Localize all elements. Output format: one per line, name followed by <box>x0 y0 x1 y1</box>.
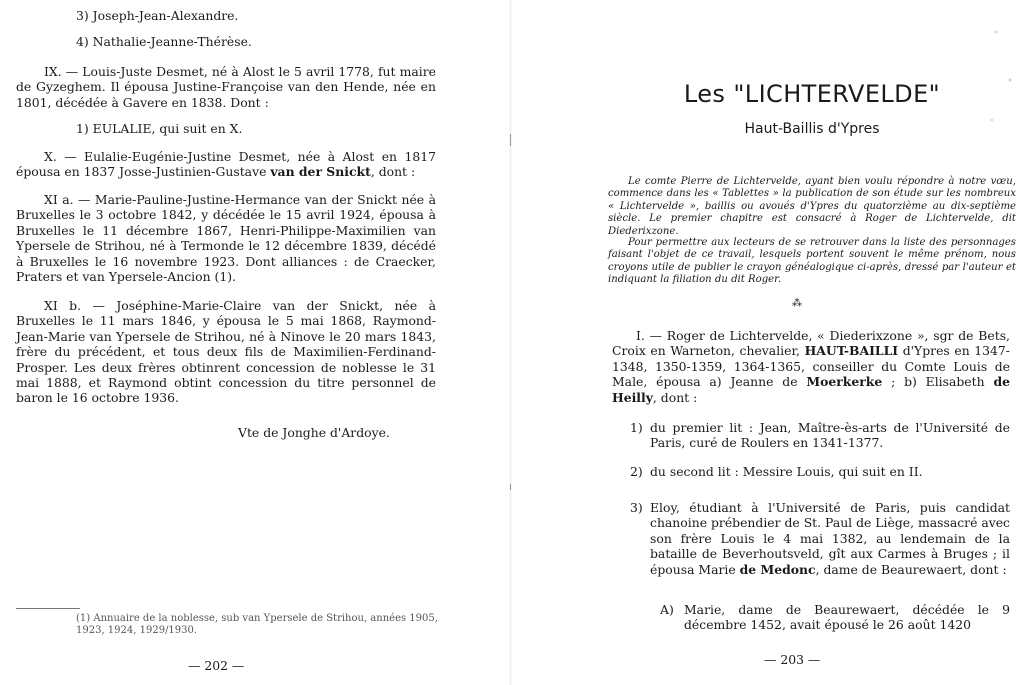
list-item <box>660 602 1010 633</box>
list-item: 3) Joseph-Jean-Alexandre. <box>76 8 239 23</box>
signature: Vte de Jonghe d'Ardoye. <box>238 425 390 440</box>
paragraph-i-text-2: d'Ypres en 1347-1348, 1350-1359, 1364-1365, conseiller du Comte Louis de Male, épousa a) Jeanne de <box>612 343 1010 390</box>
name-bold: de Medonc <box>739 561 816 577</box>
name-bold: Moerkerke <box>806 374 883 390</box>
paragraph-xib-text: XI b. — Joséphine-Marie-Claire van der Snickt, née à Bruxelles le 11 mars 1846, y épousa le 5 mai 1868, Raymond-Jean-Marie van Ypersele de Strihou, né à Ninove le 20 mars 1843, frère du précédent, et tous deux fils de Maximilien-Ferdinand-Prosper. Les deux frères obtinrent concession de noblesse le 31 mai 1888, et Raymond obtint concession du titre personnel de baron le 16 octobre 1936. <box>16 298 436 406</box>
right-page <box>512 0 1024 685</box>
list-number: A) <box>660 602 674 617</box>
left-page <box>0 0 510 685</box>
page-subtitle: Haut-Baillis d'Ypres <box>744 121 880 137</box>
footnote: (1) Annuaire de la noblesse, sub van Ypersele de Strihou, années 1905, 1923, 1924, 1929/1930. <box>76 613 438 636</box>
gutter-mark <box>510 134 511 146</box>
page-number-left: — 202 — <box>188 658 245 673</box>
gutter-mark <box>510 484 511 490</box>
page-title: Les "LICHTERVELDE" <box>683 80 941 108</box>
asterism-ornament: ⁂ <box>792 298 802 309</box>
paragraph-i-text-3: ; b) Elisabeth <box>882 374 994 390</box>
paragraph-ix-text: IX. — Louis-Juste Desmet, né à Alost le 5 avril 1778, fut maire de Gyzeghem. Il épousa Justine-Françoise van den Hende, née en 1801, décédée à Gavere en 1838. Dont : <box>16 64 436 110</box>
paragraph-xib <box>16 298 436 406</box>
intro-text-1: Le comte Pierre de Lichtervelde, ayant bien voulu répondre à notre vœu, commence dans les « Tablettes » la publication de son étude sur les nombreux « Lichtervelde », baillis ou avoués d'Ypres du quatorzième au dix-septième siècle. Le premier chapitre est consacré à Roger de Lichtervelde, dit Diederixzone. <box>608 176 1016 237</box>
list-item <box>630 420 1010 451</box>
paragraph-x-end: , dont : <box>370 164 416 180</box>
intro-paragraph-1 <box>608 176 1016 238</box>
paragraph-xia <box>16 192 436 284</box>
paragraph-xia-text: XI a. — Marie-Pauline-Justine-Hermance van der Snickt née à Bruxelles le 3 octobre 1842, y décédée le 15 avril 1924, épousa à Bruxelles le 11 décembre 1867, Henri-Philippe-Maximilien van Ypersele de Strihou, né à Termonde le 12 décembre 1839, décédé à Bruxelles le 16 novembre 1923. Dont alliances : de Craecker, Praters et van Ypersele-Ancion (1). <box>16 192 436 285</box>
paragraph-i <box>612 328 1010 405</box>
list-item-text-end: , dame de Beaurewaert, dont : <box>815 561 1007 577</box>
list-number: 1) <box>630 420 643 435</box>
intro-text-2: Pour permettre aux lecteurs de se retrouver dans la liste des personnages faisant l'objet de ce travail, lesquels portent souvent le même prénom, nous croyons utile de publier le crayon généalogique ci-après, dressé par l'auteur et indiquant la filiation du dit Roger. <box>608 237 1016 286</box>
list-item: 4) Nathalie-Jeanne-Thérèse. <box>76 34 252 49</box>
paragraph-x <box>16 149 436 180</box>
name-bold: van der Snickt <box>270 164 371 180</box>
title-bold: HAUT-BAILLI <box>804 343 899 359</box>
list-item <box>630 464 1010 479</box>
list-item-eulalie: 1) EULALIE, qui suit en X. <box>76 121 243 136</box>
page-number-right: — 203 — <box>764 652 821 667</box>
intro-paragraph-2 <box>608 237 1016 287</box>
list-number: 3) <box>630 500 643 515</box>
paragraph-i-text-4: , dont : <box>652 389 698 405</box>
paragraph-i-text: I. — Roger de Lichtervelde, « Diederixzone », sgr de Bets, Croix en Warneton, chevalier, <box>612 328 1010 359</box>
scan-speckle <box>978 0 1024 160</box>
footnote-rule <box>16 608 80 609</box>
list-item-text: du premier lit : Jean, Maître-ès-arts de l'Université de Paris, curé de Roulers en 1341-1377. <box>650 420 1010 451</box>
list-item-text: Marie, dame de Beaurewaert, décédée le 9 décembre 1452, avait épousé le 26 août 1420 <box>684 602 1010 633</box>
paragraph-ix <box>16 64 436 110</box>
list-item-text: du second lit : Messire Louis, qui suit en II. <box>650 464 923 479</box>
list-item-text: Eloy, étudiant à l'Université de Paris, puis candidat chanoine prébendier de St. Paul de Liège, massacré avec son frère Louis le 4 mai 1382, au lendemain de la bataille de Beverhoutsveld, gît aux Carmes à Bruges ; il épousa Marie <box>650 500 1010 577</box>
name-bold: de Heilly <box>612 374 1010 405</box>
paragraph-x-text: X. — Eulalie-Eugénie-Justine Desmet, née à Alost en 1817 épousa en 1837 Josse-Justinien-Gustave <box>16 149 436 180</box>
list-item <box>630 500 1010 577</box>
list-number: 2) <box>630 464 643 479</box>
